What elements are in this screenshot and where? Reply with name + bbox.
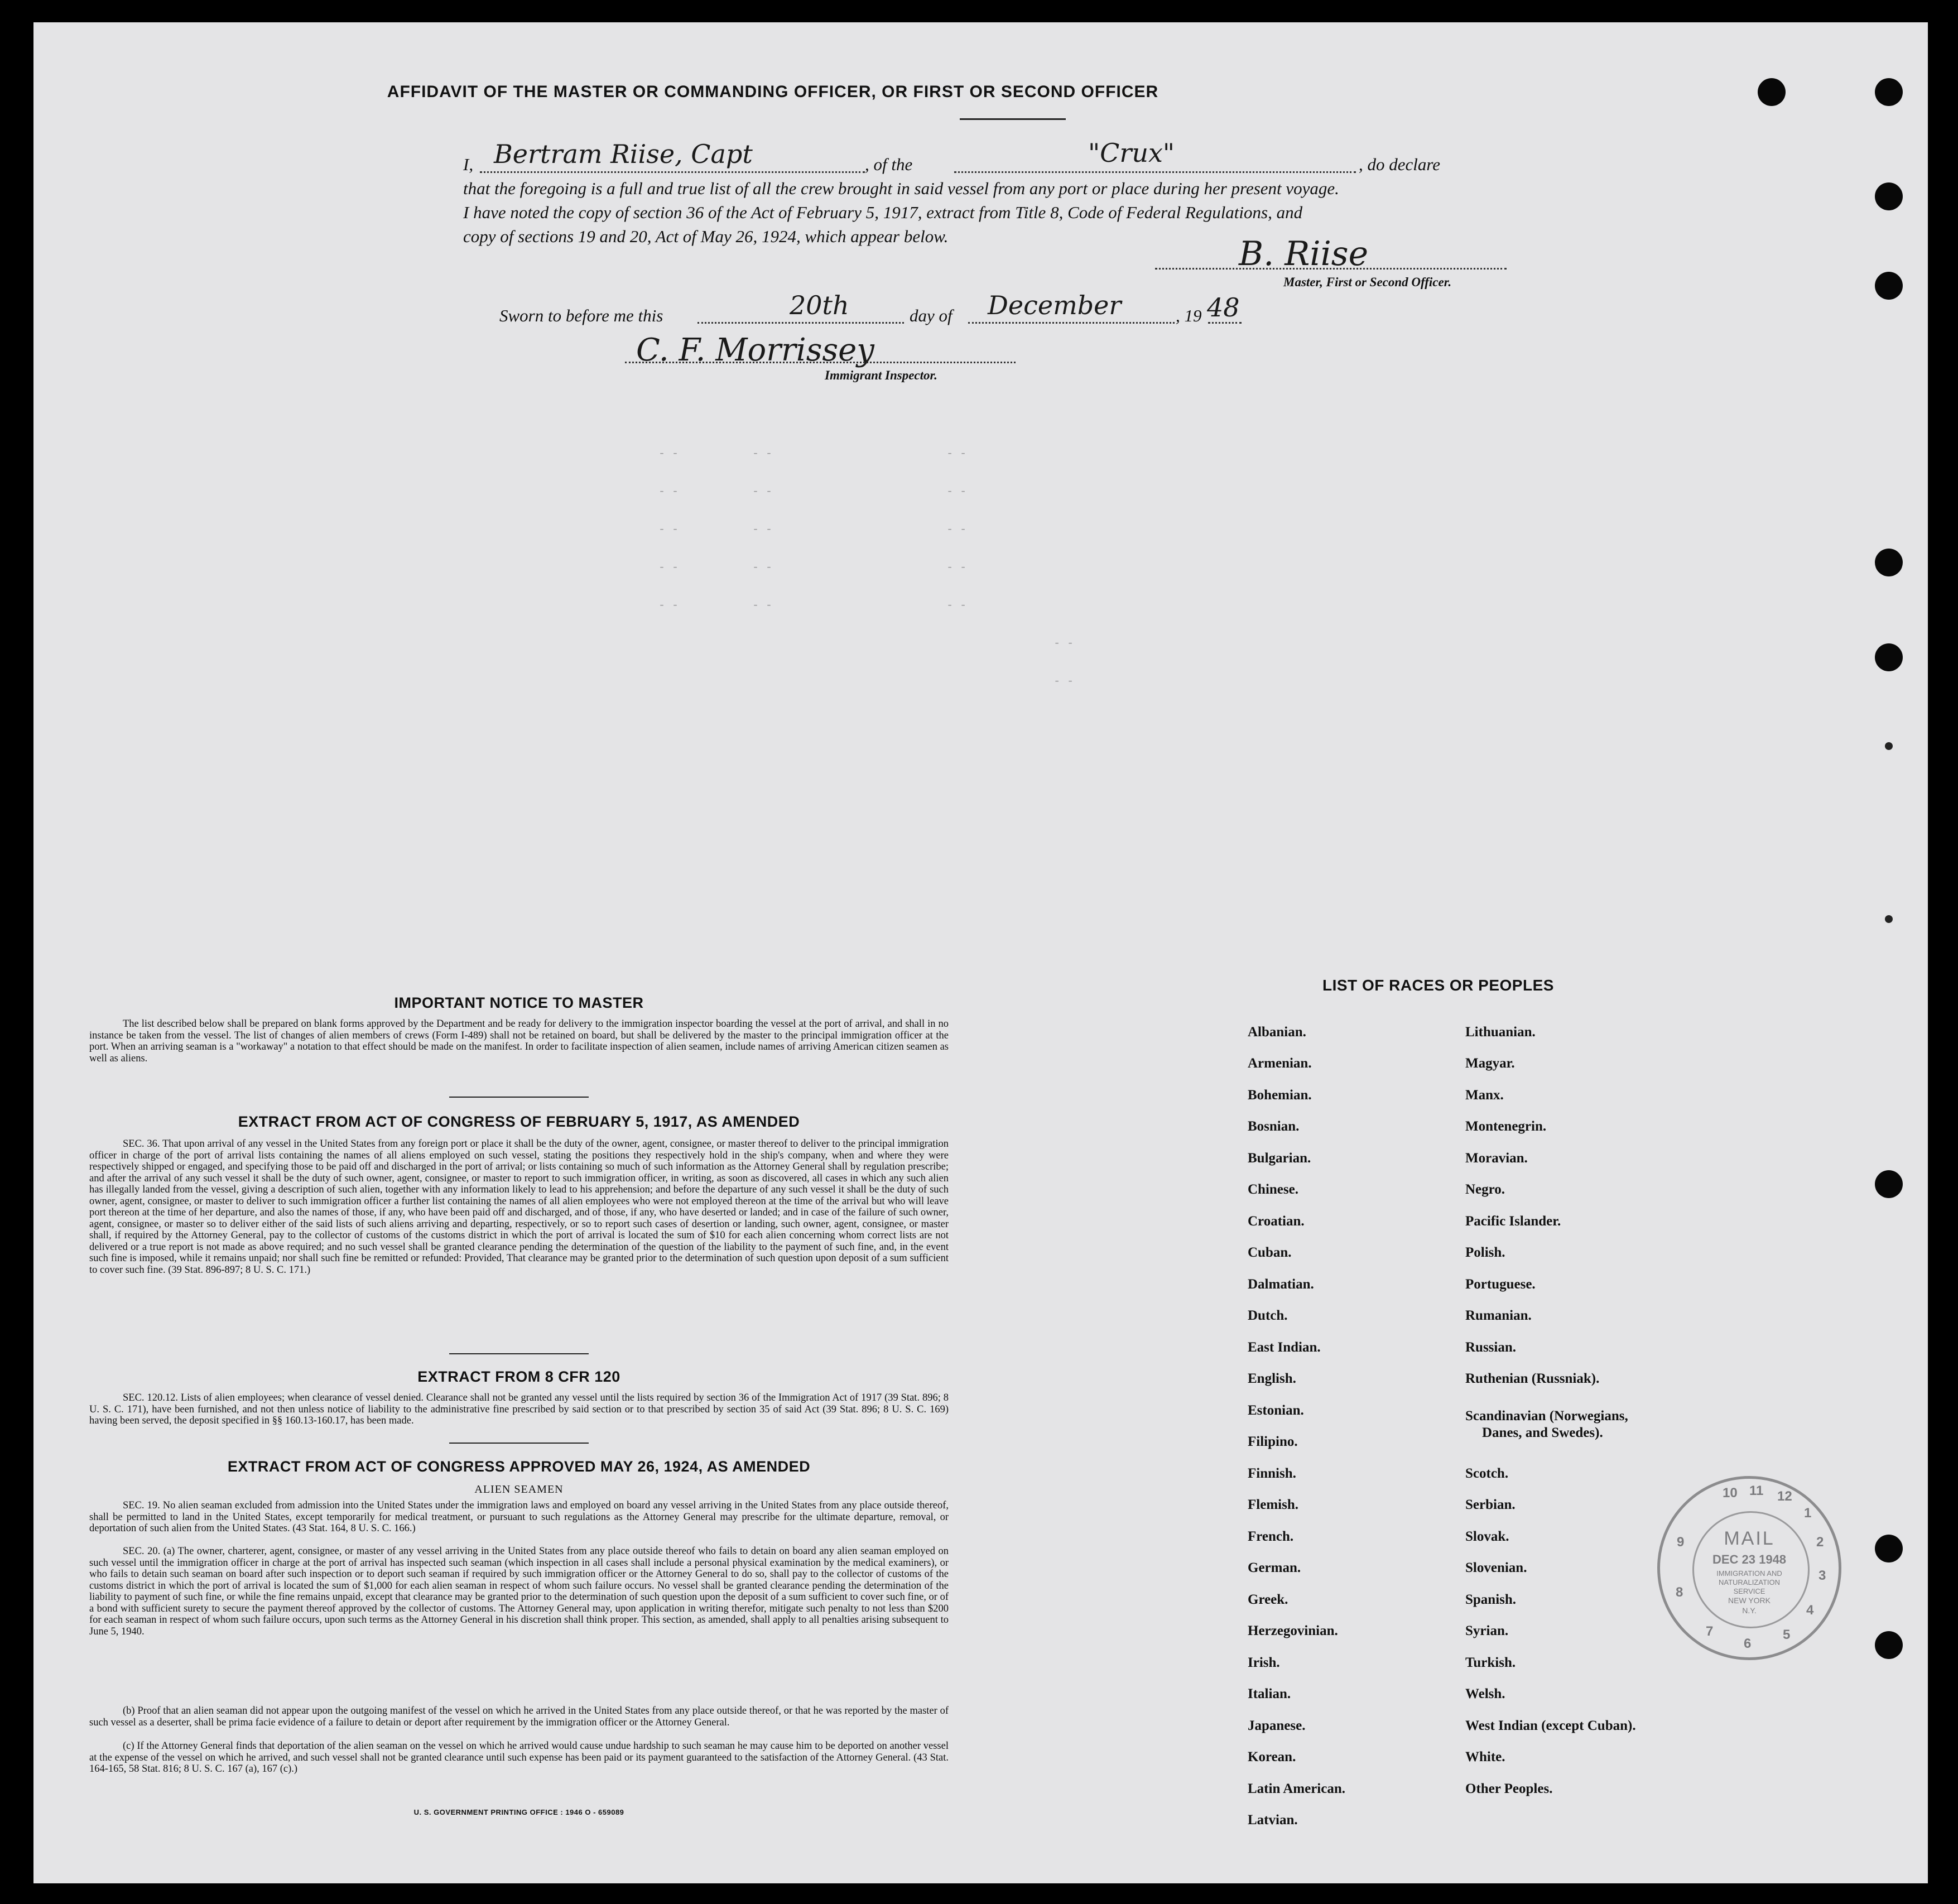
race-east-indian: East Indian. bbox=[1248, 1340, 1321, 1355]
extract-1924-body-sec20c: (c) If the Attorney General finds that deportation of the alien seaman on the vessel on which he arrived would cause undue hardship to such seaman he may cause him to be deported on another vessel at the expense of the vessel on which he arrived, and such vessel shall not be granted clearance until such expense has been paid or its payment guaranteed to the satisfaction of the Attorney General. (43 Stat. 164-165, 58 Stat. 816; 8 U. S. C. 167 (a), 167 (c).) bbox=[89, 1740, 949, 1775]
race-bulgarian: Bulgarian. bbox=[1248, 1151, 1311, 1166]
punch-hole bbox=[1875, 1535, 1903, 1562]
punch-hole bbox=[1758, 78, 1786, 106]
stamp-ring-number: 3 bbox=[1819, 1568, 1826, 1583]
race-montenegrin: Montenegrin. bbox=[1465, 1119, 1547, 1134]
race-latin-american: Latin American. bbox=[1248, 1781, 1345, 1796]
stamp-ring-number: 6 bbox=[1744, 1636, 1752, 1651]
section-rule bbox=[449, 1097, 589, 1098]
sworn-prefix: Sworn to before me this bbox=[499, 306, 663, 325]
captain-name-handwritten: Bertram Riise, Capt bbox=[494, 139, 753, 169]
section-rule bbox=[449, 1443, 589, 1444]
race-white: White. bbox=[1465, 1749, 1505, 1764]
race-slovak: Slovak. bbox=[1465, 1529, 1509, 1544]
stamp-agency-3: SERVICE bbox=[1733, 1587, 1765, 1595]
race-dalmatian: Dalmatian. bbox=[1248, 1277, 1314, 1292]
extract-1924-body-sec19: SEC. 19. No alien seaman excluded from admission into the United States under the immigration laws and employed on board any vessel arriving in the United States from any place outside thereof, shall be permitted to land in the United States, except temporarily for medical treatment, or pursuant to such regulations as the Attorney General may prescribe for the ultimate departure, removal, or deportation of such alien from the United States. (43 Stat. 164, 8 U. S. C. 166.) bbox=[89, 1500, 949, 1534]
race-german: German. bbox=[1248, 1560, 1301, 1575]
punch-hole bbox=[1875, 549, 1903, 576]
stamp-ring-number: 2 bbox=[1816, 1535, 1824, 1550]
race-portuguese: Portuguese. bbox=[1465, 1277, 1536, 1292]
inspector-signature: C. F. Morrissey bbox=[636, 332, 874, 368]
sworn-year-handwritten: 48 bbox=[1207, 292, 1240, 323]
race-scandinavian-cont: Danes, and Swedes). bbox=[1482, 1425, 1603, 1440]
punch-hole-small bbox=[1885, 915, 1893, 923]
race-greek: Greek. bbox=[1248, 1592, 1288, 1607]
extract-1924-body-sec20b: (b) Proof that an alien seaman did not appear upon the outgoing manifest of the vessel on which he arrived in the United States from any place outside thereof, or that he was reported by the master of such vessel as a deserter, shall be prima facie evidence of a failure to detain or deport after requirement by the immigration officer or the Attorney General. bbox=[89, 1705, 949, 1728]
bleed-through-marks: - - - - - - - - - - - - - - - - - - - - - - - - - - - - - - - - - - bbox=[658, 448, 1074, 688]
stamp-ring-number: 4 bbox=[1806, 1603, 1814, 1618]
master-signature-line bbox=[1155, 268, 1507, 270]
master-caption: Master, First or Second Officer. bbox=[1283, 275, 1452, 289]
stamp-date: DEC 23 1948 bbox=[1712, 1552, 1787, 1566]
race-irish: Irish. bbox=[1248, 1655, 1280, 1670]
race-lithuanian: Lithuanian. bbox=[1465, 1025, 1536, 1040]
punch-hole-small bbox=[1885, 742, 1893, 750]
race-west-indian: West Indian (except Cuban). bbox=[1465, 1718, 1636, 1733]
notice-title: IMPORTANT NOTICE TO MASTER bbox=[394, 994, 644, 1011]
punch-hole bbox=[1875, 182, 1903, 210]
decl-prefix: I, bbox=[463, 155, 474, 174]
race-negro: Negro. bbox=[1465, 1182, 1505, 1197]
stamp-ring-number: 9 bbox=[1677, 1535, 1685, 1550]
stamp-agency-1: IMMIGRATION AND bbox=[1716, 1569, 1782, 1578]
inspector-signature-line bbox=[625, 362, 1016, 363]
extract-cfr-title: EXTRACT FROM 8 CFR 120 bbox=[417, 1368, 620, 1385]
sworn-year-prefix: , 19 bbox=[1176, 306, 1202, 325]
race-turkish: Turkish. bbox=[1465, 1655, 1516, 1670]
race-armenian: Armenian. bbox=[1248, 1056, 1312, 1071]
stamp-ring-number: 12 bbox=[1777, 1489, 1792, 1504]
race-welsh: Welsh. bbox=[1465, 1686, 1505, 1701]
stamp-ring-number: 5 bbox=[1783, 1627, 1791, 1642]
race-pacific-islander: Pacific Islander. bbox=[1465, 1214, 1561, 1229]
race-scandinavian: Scandinavian (Norwegians, bbox=[1465, 1408, 1628, 1424]
race-italian: Italian. bbox=[1248, 1686, 1291, 1701]
stamp-state: N.Y. bbox=[1742, 1606, 1757, 1615]
races-title: LIST OF RACES OR PEOPLES bbox=[1322, 977, 1554, 994]
race-ruthenian: Ruthenian (Russniak). bbox=[1465, 1371, 1600, 1386]
inspector-caption: Immigrant Inspector. bbox=[825, 368, 937, 382]
race-scotch: Scotch. bbox=[1465, 1466, 1509, 1481]
extract-cfr-body: SEC. 120.12. Lists of alien employees; when clearance of vessel denied. Clearance shall not be granted any vessel until the lists required by section 36 of the Immigration Act of 1917 (39 Stat. 896; 8 U. S. C. 171), have been furnished, and not then unless notice of liability to the administrative fine prescribed by said section or to that prescribed by section 35 of said Act (39 Stat. 896; 8 U. S. C. 169) having been served, the deposit specified in §§ 160.13-160.17, has been made. bbox=[89, 1392, 949, 1426]
decl-do-declare: , do declare bbox=[1359, 155, 1441, 174]
race-croatian: Croatian. bbox=[1248, 1214, 1305, 1229]
race-korean: Korean. bbox=[1248, 1749, 1296, 1764]
stamp-city: NEW YORK bbox=[1728, 1596, 1771, 1605]
stamp-ring-number: 8 bbox=[1676, 1585, 1683, 1600]
extract-1924-title: EXTRACT FROM ACT OF CONGRESS APPROVED MAY 26, 1924, AS AMENDED bbox=[227, 1458, 811, 1475]
race-manx: Manx. bbox=[1465, 1088, 1504, 1103]
race-japanese: Japanese. bbox=[1248, 1718, 1306, 1733]
extract-1917-body: SEC. 36. That upon arrival of any vessel in the United States from any foreign port or place it shall be the duty of the owner, agent, consignee, or master thereof to deliver to the principal immigration officer in charge of the port of arrival lists containing the names of all aliens employed on such vessel, stating the positions they respectively hold in the ship's company, when and where they were respectively shipped or engaged, and specifying those to be paid off and discharged in the port of arrival; or lists containing so much of such information as the Attorney General shall by regulation prescribe; and after the arrival of any such vessel it shall be the duty of such owner, agent, consignee, or master to report to such immigration officer, in writing, as soon as discovered, all cases in which any such alien has illegally landed from the vessel, giving a description of such alien, together with any information likely to lead to his apprehension; and before the departure of any such vessel it shall be the duty of such owner, agent, consignee, or master to deliver to such immigration officer a further list containing the names of all alien employees who were not employed thereon at the time of the arrival but who will leave port thereon at the time of her departure, and also the names of those, if any, who have been paid off and discharged, and of those, if any, who have deserted or landed; and in case of the failure of such owner, agent, consignee, or master so to deliver either of the said lists of such aliens arriving and departing, respectively, or so to report such cases of desertion or landing, such owner, agent, consignee, or master shall, if required by the Attorney General, pay to the collector of customs of the customs district in which the port of arrival is located the sum of $10 for each alien concerning whom correct lists are not delivered or a true report is not made as above required; and no such vessel shall be granted clearance pending the determination of the question of the liability to the payment of such fine, and, in the event such fine is imposed, while it remains unpaid; nor shall such fine be remitted or refunded: Provided, That clearance may be granted prior to the determination of such question upon deposit of a sum sufficient to cover such fine. (39 Stat. 896-897; 8 U. S. C. 171.) bbox=[89, 1138, 949, 1276]
sworn-day-of: day of bbox=[910, 306, 952, 325]
punch-hole bbox=[1875, 1170, 1903, 1198]
punch-hole bbox=[1875, 272, 1903, 300]
document-page bbox=[33, 22, 1928, 1883]
decl-of-the: , of the bbox=[865, 155, 913, 174]
punch-hole bbox=[1875, 1631, 1903, 1659]
race-serbian: Serbian. bbox=[1465, 1497, 1516, 1512]
race-english: English. bbox=[1248, 1371, 1296, 1386]
extract-1917-title: EXTRACT FROM ACT OF CONGRESS OF FEBRUARY 5, 1917, AS AMENDED bbox=[238, 1113, 800, 1130]
punch-hole bbox=[1875, 78, 1903, 106]
race-bosnian: Bosnian. bbox=[1248, 1119, 1300, 1134]
stamp-agency-2: NATURALIZATION bbox=[1718, 1578, 1781, 1586]
race-moravian: Moravian. bbox=[1465, 1151, 1528, 1166]
extract-1924-body-sec20a: SEC. 20. (a) The owner, charterer, agent, consignee, or master of any vessel arriving in the United States from any place outside thereof who fails to detain on board any alien seaman employed on such vessel until the immigration officer in charge at the port of arrival has inspected such seaman (which inspection in all cases shall include a personal physical examination by the medical examiners), or who fails to detain such seaman on board after such inspection or to deport such seaman if required by such immigration officer or the Attorney General to do so, shall pay to the collector of customs of the customs district in which the port of arrival is located the sum of $1,000 for each alien seaman in respect of whom such failure occurs. No vessel shall be granted clearance pending the determination of the liability to payment of such fine, or while the fine remains unpaid, except that clearance may be granted prior to the determination of such question upon the deposit of a sum sufficient to cover such fine, or of a bond with sufficient surety to secure the payment thereof approved by the collector of customs. The Attorney General may, upon application in writing therefor, mitigate such penalty to not less than $200 for each seaman in respect of whom such failure occurs, upon such terms as the Attorney General in his discretion shall think proper. This section, as amended, shall apply to all penalties arising subsequent to June 5, 1940. bbox=[89, 1546, 949, 1637]
race-other-peoples: Other Peoples. bbox=[1465, 1781, 1553, 1796]
race-polish: Polish. bbox=[1465, 1245, 1505, 1260]
race-bohemian: Bohemian. bbox=[1248, 1088, 1312, 1103]
race-slovenian: Slovenian. bbox=[1465, 1560, 1527, 1575]
race-rumanian: Rumanian. bbox=[1465, 1308, 1532, 1323]
race-cuban: Cuban. bbox=[1248, 1245, 1292, 1260]
stamp-ring-number: 7 bbox=[1706, 1624, 1714, 1639]
race-albanian: Albanian. bbox=[1248, 1025, 1306, 1040]
stamp-mail: MAIL bbox=[1724, 1528, 1775, 1549]
sworn-line bbox=[499, 290, 1392, 329]
vessel-name-handwritten: "Crux" bbox=[1088, 138, 1175, 168]
affidavit-title: AFFIDAVIT OF THE MASTER OR COMMANDING OFFICER, OR FIRST OR SECOND OFFICER bbox=[387, 83, 1159, 101]
declaration-line-4: copy of sections 19 and 20, Act of May 26, 1924, which appear below. bbox=[463, 227, 949, 246]
race-herzegovinian: Herzegovinian. bbox=[1248, 1623, 1338, 1638]
race-french: French. bbox=[1248, 1529, 1294, 1544]
race-filipino: Filipino. bbox=[1248, 1434, 1298, 1449]
sworn-month-handwritten: December bbox=[988, 290, 1122, 320]
extract-1924-subtitle: ALIEN SEAMEN bbox=[474, 1483, 564, 1496]
race-magyar: Magyar. bbox=[1465, 1056, 1515, 1071]
master-signature: B. Riise bbox=[1239, 234, 1369, 273]
race-syrian: Syrian. bbox=[1465, 1623, 1509, 1638]
stamp-ring-number: 11 bbox=[1749, 1483, 1764, 1498]
mail-received-stamp bbox=[1657, 1476, 1841, 1660]
declaration-line-2: that the foregoing is a full and true list of all the crew brought in said vessel from any port or place during her present voyage. bbox=[463, 179, 1339, 198]
race-estonian: Estonian. bbox=[1248, 1403, 1304, 1418]
declaration-line-1 bbox=[463, 138, 1579, 176]
race-flemish: Flemish. bbox=[1248, 1497, 1298, 1512]
race-dutch: Dutch. bbox=[1248, 1308, 1288, 1323]
stamp-ring-number: 1 bbox=[1804, 1506, 1812, 1521]
race-latvian: Latvian. bbox=[1248, 1812, 1298, 1828]
section-rule bbox=[449, 1353, 589, 1354]
punch-hole bbox=[1875, 643, 1903, 671]
title-rule bbox=[960, 118, 1066, 120]
race-russian: Russian. bbox=[1465, 1340, 1517, 1355]
notice-body: The list described below shall be prepared on blank forms approved by the Department and be ready for delivery to the immigration inspector boarding the vessel at the port of arrival, and shall in no instance be taken from the vessel. The list of changes of alien members of crews (Form I-489) shall not be retained on board, but shall be delivered by the master to the principal immigration officer at the port. When an arriving seaman is a "workaway" a notation to that effect should be made on the manifest. In order to facilitate inspection of alien seamen, include names of arriving American citizen seamen as well as aliens. bbox=[89, 1018, 949, 1064]
race-spanish: Spanish. bbox=[1465, 1592, 1517, 1607]
declaration-line-3: I have noted the copy of section 36 of the Act of February 5, 1917, extract from Title 8, Code of Federal Regulations, and bbox=[463, 203, 1303, 222]
race-chinese: Chinese. bbox=[1248, 1182, 1298, 1197]
race-finnish: Finnish. bbox=[1248, 1466, 1296, 1481]
sworn-day-handwritten: 20th bbox=[790, 290, 849, 320]
printer-imprint: U. S. GOVERNMENT PRINTING OFFICE : 1946 O - 659089 bbox=[413, 1808, 624, 1816]
stamp-ring-number: 10 bbox=[1723, 1485, 1738, 1501]
